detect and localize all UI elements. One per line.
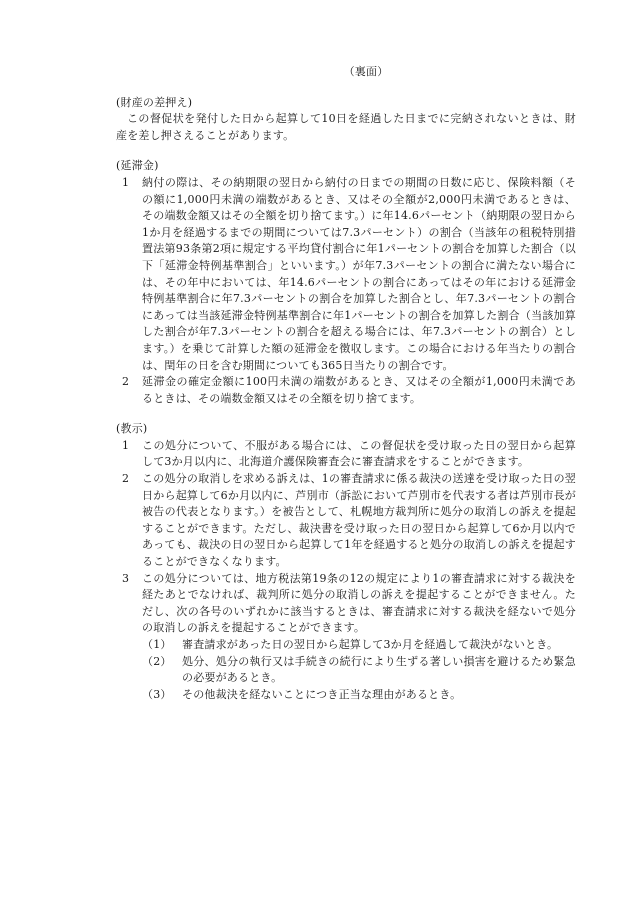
late-fee-item-2 <box>116 374 576 407</box>
item-text: この処分の取消しを求める訴えは、1の審査請求に係る裁決の送達を受け取った日の翌日から起算して6か月以内に、芦別市（訴訟において芦別市を代表する者は芦別市長が被告の代表となります。）を被告として、札幌地方裁判所に処分の取消しの訴えを提起することができます。ただし、裁決書を受け取った日の翌日から起算して6か月以内であっても、裁決の日の翌日から起算して1年を経過すると処分の取消しの訴えを提起することができなくなります。 <box>142 472 576 569</box>
document-page <box>116 64 576 717</box>
item-number: 2 <box>122 472 130 486</box>
instruction-sub-item-1 <box>116 637 576 654</box>
section-heading-instruction: (教示) <box>116 422 148 436</box>
sub-item-number: （3） <box>142 687 172 701</box>
instruction-sub-item-3 <box>116 687 576 704</box>
item-number: 1 <box>122 438 130 452</box>
late-fee-item-1 <box>116 175 576 374</box>
sub-item-number: （1） <box>142 638 172 651</box>
section-seizure <box>116 95 576 145</box>
sub-item-text: その他裁決を経ないことにつき正当な理由があるとき。 <box>182 687 462 701</box>
item-text: 延滞金の確定金額に100円未満の端数があるとき、又はその全額が1,000円未満であるときは、その端数金額又はその全額を切り捨てます。 <box>142 375 576 405</box>
section-heading-late-fee: (延滞金) <box>116 159 159 173</box>
section-instruction <box>116 421 576 703</box>
item-text: 納付の際は、その納期限の翌日から納付の日までの期間の日数に応じ、保険料額（その額に1,000円未満の端数があるとき、又はその全額が2,000円未満であるときは、その端数金額又はその全額を切り捨てます。）に年14.6パーセント（納期限の翌日から1か月を経過するまでの期間については7.3パーセント）の割合（当該年の租税特別措置法第93条第2項に規定する平均貸付割合に年1パーセントの割合を加算した割合（以下「延滞金特例基準割合」といいます。）が年7.3パーセントの割合に満たない場合には、その年中においては、年14.6パーセントの割合にあってはその年における延滞金特例基準割合に年7.3パーセントの割合を加算した割合とし、年7.3パーセントの割合にあっては当該延滞金特例基準割合に年1パーセントの割合を加算した割合（当該加算した割合が年7.3パーセントの割合を超える場合には、年7.3パーセントの割合）とします。）を乗じて計算した額の延滞金を徴収します。この場合における年当たりの割合は、閏年の日を含む期間についても365日当たりの割合です。 <box>142 175 576 372</box>
item-text: この処分については、地方税法第19条の12の規定により1の審査請求に対する裁決を経たあとでなければ、裁判所に処分の取消しの訴えを提起することができません。ただし、次の各号のいずれかに該当するときは、審査請求に対する裁決を経ないで処分の取消しの訴えを提起することができます。 <box>142 571 576 635</box>
sub-item-number: （2） <box>142 654 172 668</box>
instruction-item-3 <box>116 571 576 637</box>
section-late-fee <box>116 158 576 407</box>
instruction-item-2 <box>116 471 576 571</box>
section-heading-seizure: (財産の差押え) <box>116 95 193 109</box>
item-text: この処分について、不服がある場合には、この督促状を受け取った日の翌日から起算して3か月以内に、北海道介護保険審査会に審査請求をすることができます。 <box>142 438 576 469</box>
item-number: 3 <box>122 571 130 585</box>
page-title: （裏面） <box>343 65 389 78</box>
item-number: 2 <box>122 375 130 389</box>
sub-item-text: 審査請求があった日の翌日から起算して3か月を経過して裁決がないとき。 <box>182 638 559 651</box>
instruction-sub-item-2 <box>116 654 576 687</box>
instruction-item-1 <box>116 438 576 471</box>
sub-item-text: 処分、処分の執行又は手続きの続行により生ずる著しい損害を避けるため緊急の必要があるとき。 <box>182 654 576 685</box>
item-number: 1 <box>122 175 130 189</box>
seizure-paragraph: この督促状を発付した日から起算して10日を経過した日までに完納されないときは、財産を差し押さえることがあります。 <box>116 112 576 142</box>
